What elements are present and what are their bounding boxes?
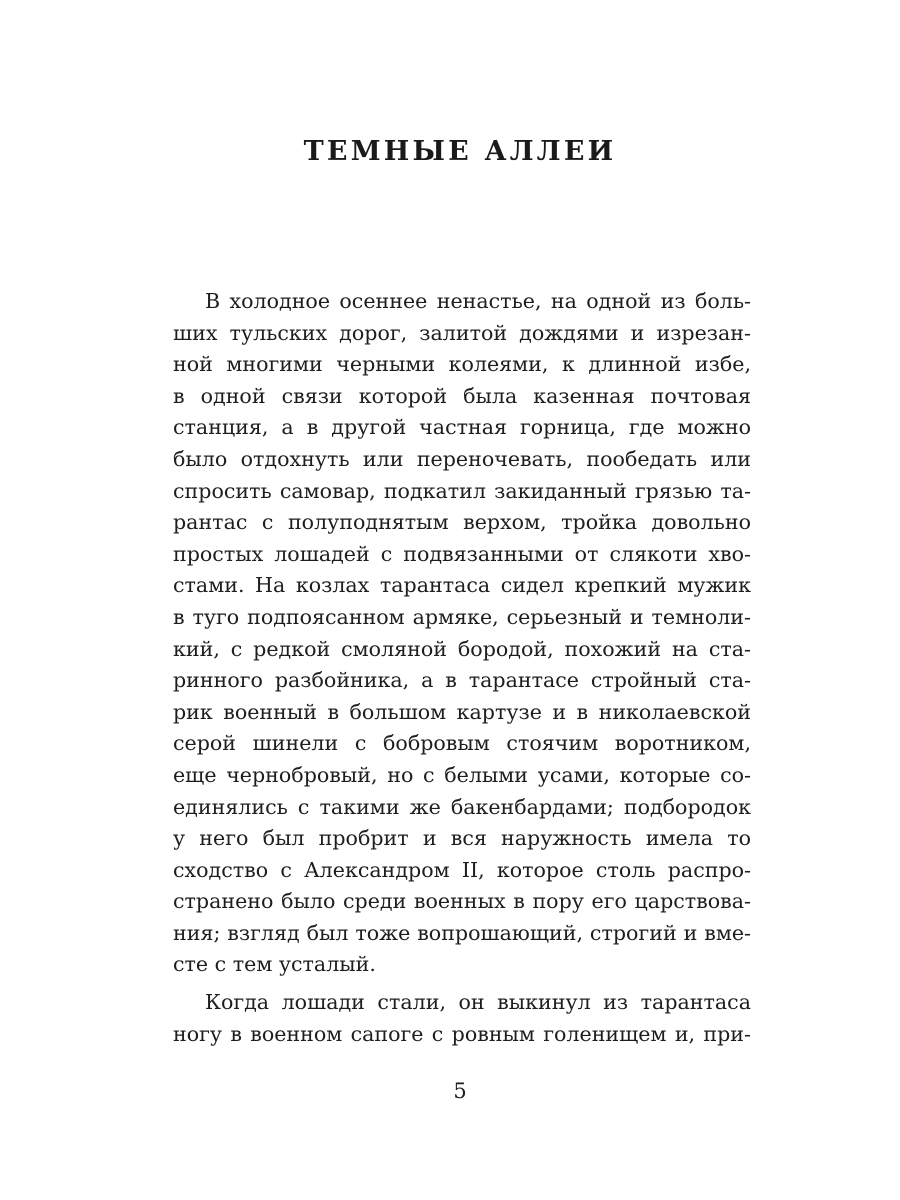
text-line: ния; взгляд был тоже вопрошающий, строгий и вме- [173, 920, 751, 945]
paragraph-2 [173, 987, 751, 1050]
text-line: стами. На козлах тарантаса сидел крепкий мужик [173, 573, 751, 598]
text-line: станция, а в другой частная горница, где можно [173, 415, 751, 440]
text-line: странено было среди военных в пору его царствова- [173, 889, 751, 914]
text-line: ной многими черными колеями, к длинной избе, [173, 352, 751, 377]
text-line: спросить самовар, подкатил закиданный грязью та- [173, 478, 751, 503]
text-line: единялись с такими же бакенбардами; подбородок [173, 794, 751, 819]
paragraph-1 [173, 286, 751, 981]
text-line: В холодное осеннее ненастье, на одной из боль- [205, 289, 751, 313]
text-line: кий, с редкой смоляной бородой, похожий на ста- [173, 636, 751, 661]
text-line: рик военный в большом картузе и в николаевской [173, 699, 751, 724]
text-line: сте с тем усталый. [173, 952, 376, 977]
text-line: в туго подпоясанном армяке, серьезный и темноли- [173, 604, 751, 629]
text-line: простых лошадей с подвязанными от слякоти хво- [173, 541, 751, 566]
chapter-title: ТЕМНЫЕ АЛЛЕИ [303, 136, 617, 167]
text-line: ринного разбойника, а в тарантасе стройный ста- [173, 668, 751, 693]
text-line: было отдохнуть или переночевать, пообедать или [173, 446, 751, 471]
text-line: серой шинели с бобровым стоячим воротником, [173, 731, 751, 756]
body-text [173, 286, 751, 1050]
text-line: рантас с полуподнятым верхом, тройка довольно [173, 510, 751, 535]
text-line: у него был пробрит и вся наружность имела то [173, 826, 751, 851]
text-line: ногу в военном сапоге с ровным голенищем и, при- [173, 1021, 751, 1046]
text-line: в одной связи которой была казенная почтовая [173, 383, 751, 408]
page-number: 5 [453, 1079, 467, 1103]
text-line: ших тульских дорог, залитой дождями и изрезан- [173, 320, 751, 345]
text-line: сходство с Александром II, которое столь распро- [173, 857, 751, 882]
text-line: еще чернобровый, но с белыми усами, которые со- [173, 762, 751, 787]
text-line: Когда лошади стали, он выкинул из тарантаса [205, 990, 751, 1015]
